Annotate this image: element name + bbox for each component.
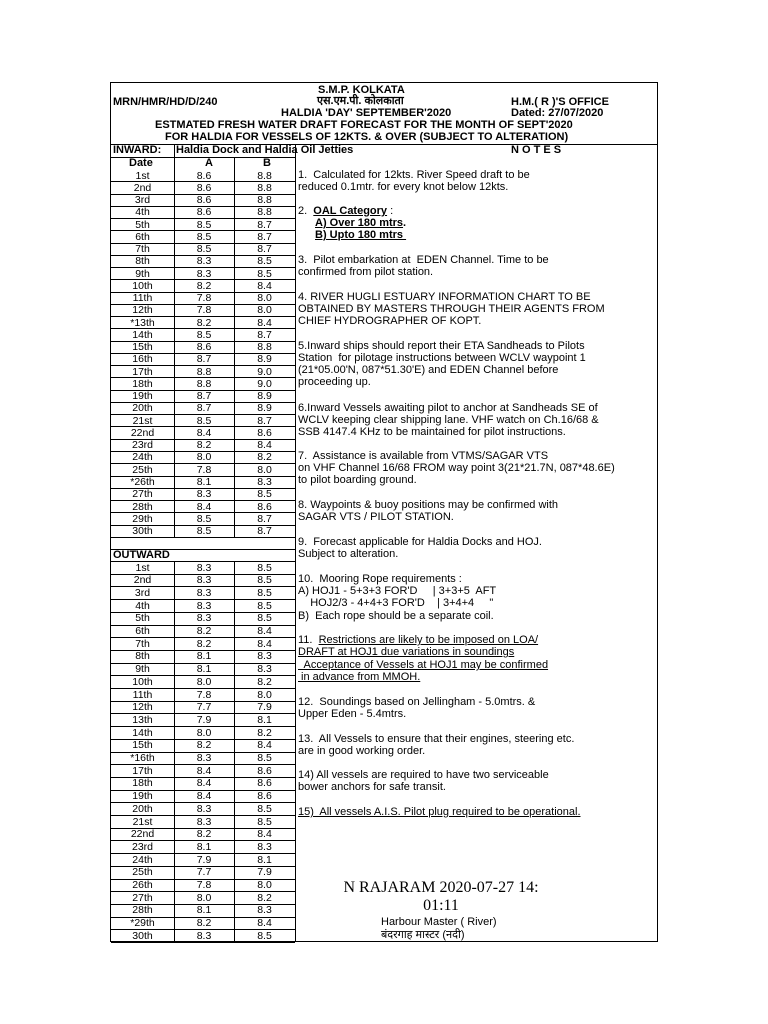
outward-date-cell: 2nd <box>133 574 152 587</box>
outward-a-cell: 8.0 <box>196 675 212 688</box>
outward-date-cell: 12th <box>132 701 153 714</box>
inward-a-cell: 8.3 <box>196 488 212 501</box>
inward-date-cell: 23rd <box>131 439 153 452</box>
outward-date-cell: 25th <box>132 866 153 879</box>
inward-b-cell: 8.7 <box>257 414 272 427</box>
note-7c: to pilot boarding ground. <box>298 474 417 486</box>
location-label: Haldia Dock and Haldia Oil Jetties <box>176 144 354 156</box>
outward-a-cell: 8.2 <box>196 917 212 930</box>
inward-date-cell: *13th <box>130 316 155 329</box>
outward-b-cell: 8.0 <box>257 879 272 891</box>
signature-title-hindi: बंदरगाह मास्टर (नदी) <box>381 929 465 941</box>
inward-a-cell: 7.8 <box>196 463 212 476</box>
outward-a-cell: 7.9 <box>196 713 212 726</box>
outward-date-cell: 5th <box>135 612 150 625</box>
inward-a-cell: 8.2 <box>196 279 212 292</box>
outward-date-cell: 14th <box>132 726 153 739</box>
inward-date-cell: 19th <box>132 390 153 403</box>
outward-date-cell: 28th <box>132 904 153 917</box>
inward-date-cell: 8th <box>135 255 150 268</box>
inward-b-cell: 8.8 <box>257 206 272 219</box>
outward-date-cell: 7th <box>135 637 150 650</box>
note-1b: reduced 0.1mtr. for every knot below 12kts. <box>298 181 509 193</box>
note-6b: WCLV keeping clear shipping lane. VHF watch on Ch.16/68 & <box>298 414 599 426</box>
note-5a: 5.Inward ships should report their ETA Sandheads to Pilots <box>298 340 585 352</box>
outward-b-cell: 8.6 <box>257 790 272 803</box>
outward-b-cell: 8.4 <box>257 625 272 637</box>
note-4a: 4. RIVER HUGLI ESTUARY INFORMATION CHART TO BE <box>298 291 591 303</box>
inward-a-cell: 8.5 <box>196 512 212 525</box>
inward-date-cell: 3rd <box>134 194 151 207</box>
forecast-sheet <box>110 82 658 942</box>
inward-label: INWARD: <box>113 144 162 156</box>
inward-a-cell: 8.5 <box>196 230 212 243</box>
outward-b-cell: 8.3 <box>257 904 272 917</box>
inward-date-cell: 6th <box>135 230 150 243</box>
org-name-hindi: एस.एम.पी. कोलकाता <box>317 95 404 107</box>
outward-b-cell: 8.6 <box>257 777 272 790</box>
inward-date-cell: 30th <box>132 525 153 538</box>
note-3b: confirmed from pilot station. <box>298 266 434 278</box>
outward-b-cell: 8.4 <box>257 917 272 930</box>
outward-date-cell: 8th <box>135 650 150 663</box>
inward-a-cell: 8.5 <box>196 218 212 231</box>
note-11b: DRAFT at HOJ1 due variations in soundings <box>298 646 515 658</box>
inward-b-cell: 8.8 <box>257 169 272 182</box>
outward-b-cell: 8.5 <box>257 561 272 574</box>
inward-a-cell: 8.5 <box>196 414 212 427</box>
note-15: 15) All vessels A.I.S. Pilot plug required to be operational. <box>298 806 581 818</box>
signature-line-1: N RAJARAM 2020-07-27 14: <box>343 879 539 896</box>
inward-a-cell: 8.7 <box>196 402 212 415</box>
inward-date-cell: 22nd <box>130 426 155 439</box>
outward-date-cell: 27th <box>132 891 153 904</box>
org-name: S.M.P. KOLKATA <box>318 84 405 96</box>
note-11d: in advance from MMOH. <box>298 671 421 683</box>
inward-date-cell: 20th <box>132 402 153 415</box>
outward-b-cell: 8.6 <box>257 764 272 777</box>
note-7b: on VHF Channel 16/68 FROM way point 3(21*21.7N, 087*48.6E) <box>298 462 615 474</box>
outward-date-cell: 18th <box>132 777 153 790</box>
note-4b: OBTAINED BY MASTERS THROUGH THEIR AGENTS FROM <box>298 303 605 315</box>
outward-b-cell: 8.4 <box>257 828 272 841</box>
inward-date-cell: 4th <box>135 206 150 219</box>
outward-b-cell: 8.3 <box>257 840 272 853</box>
outward-a-cell: 7.7 <box>196 701 212 714</box>
inward-b-cell: 8.0 <box>257 292 272 305</box>
outward-b-cell: 8.3 <box>257 663 272 676</box>
outward-a-cell: 8.3 <box>196 561 212 574</box>
inward-a-cell: 8.5 <box>196 525 212 538</box>
outward-date-cell: 30th <box>132 929 153 942</box>
inward-a-cell: 8.1 <box>196 476 212 488</box>
outward-date-cell: *29th <box>130 917 155 930</box>
inward-b-cell: 8.7 <box>257 218 272 231</box>
outward-a-cell: 8.3 <box>196 752 212 764</box>
note-13a: 13. All Vessels to ensure that their engines, steering etc. <box>298 733 575 745</box>
outward-date-cell: 10th <box>132 675 153 688</box>
outward-b-cell: 8.5 <box>257 929 272 942</box>
signature-title: Harbour Master ( River) <box>381 916 497 928</box>
outward-b-cell: 8.5 <box>257 574 272 587</box>
inward-a-cell: 7.8 <box>196 292 212 305</box>
outward-date-cell: 17th <box>132 764 153 777</box>
note-8a: 8. Waypoints & buoy positions may be confirmed with <box>298 499 559 511</box>
inward-date-cell: 24th <box>132 451 153 464</box>
note-10d: B) Each rope should be a separate coil. <box>298 610 494 622</box>
outward-a-cell: 8.4 <box>196 764 212 777</box>
outward-a-cell: 8.2 <box>196 625 212 637</box>
note-4c: CHIEF HYDROGRAPHER OF KOPT. <box>298 315 482 327</box>
note-13b: are in good working order. <box>298 745 426 757</box>
outward-a-cell: 8.2 <box>196 637 212 650</box>
inward-a-cell: 8.0 <box>196 451 212 464</box>
inward-a-cell: 8.3 <box>196 255 212 268</box>
note-6c: SSB 4147.4 KHz to be maintained for pilot instructions. <box>298 426 566 438</box>
outward-date-cell: 22nd <box>130 828 155 841</box>
note-1a: 1. Calculated for 12kts. River Speed draft to be <box>298 169 530 181</box>
document-date: Dated: 27/07/2020 <box>511 107 604 119</box>
outward-a-cell: 8.3 <box>196 599 212 612</box>
inward-date-cell: 11th <box>132 292 153 305</box>
note-9a: 9. Forecast applicable for Haldia Docks and HOJ. <box>298 536 542 548</box>
outward-date-cell: 3rd <box>134 586 151 599</box>
inward-date-cell: 2nd <box>133 181 152 194</box>
note-7a: 7. Assistance is available from VTMS/SAGAR VTS <box>298 450 549 462</box>
inward-b-cell: 8.5 <box>257 488 272 501</box>
outward-a-cell: 8.3 <box>196 929 212 942</box>
outward-b-cell: 8.4 <box>257 637 272 650</box>
inward-a-cell: 8.6 <box>196 341 212 354</box>
inward-b-cell: 8.8 <box>257 194 272 207</box>
office-name: H.M.( R )'S OFFICE <box>511 96 609 108</box>
inward-b-cell: 8.0 <box>257 463 272 476</box>
inward-date-cell: 12th <box>132 304 153 317</box>
inward-b-cell: 8.3 <box>257 476 272 488</box>
inward-a-cell: 7.8 <box>196 304 212 317</box>
outward-a-cell: 8.3 <box>196 574 212 587</box>
note-5d: proceeding up. <box>298 376 371 388</box>
outward-date-cell: 9th <box>135 663 150 676</box>
inward-b-cell: 8.7 <box>257 525 272 538</box>
inward-b-cell: 8.6 <box>257 426 272 439</box>
outward-a-cell: 8.1 <box>196 663 212 676</box>
outward-label: OUTWARD <box>113 549 170 561</box>
inward-date-cell: 10th <box>132 279 153 292</box>
inward-b-cell: 8.2 <box>257 451 272 464</box>
inward-date-cell: 18th <box>132 377 153 390</box>
outward-a-cell: 8.3 <box>196 612 212 625</box>
inward-b-cell: 8.5 <box>257 255 272 268</box>
outward-b-cell: 8.1 <box>257 853 272 866</box>
outward-date-cell: 24th <box>132 853 153 866</box>
outward-b-cell: 8.5 <box>257 802 272 815</box>
outward-a-cell: 7.9 <box>196 853 212 866</box>
inward-date-cell: 27th <box>132 488 153 501</box>
subtitle-line-1: ESTMATED FRESH WATER DRAFT FORECAST FOR THE MONTH OF SEPT'2020 <box>155 119 573 131</box>
inward-b-cell: 9.0 <box>257 365 272 378</box>
inward-b-cell: 8.9 <box>257 390 272 403</box>
note-2a: A) Over 180 mtrs. <box>315 217 407 229</box>
inward-a-cell: 8.5 <box>196 328 212 341</box>
inward-b-cell: 8.7 <box>257 243 272 256</box>
a-column-header: A <box>205 157 213 169</box>
outward-date-cell: 11th <box>132 688 153 701</box>
outward-a-cell: 8.4 <box>196 790 212 803</box>
outward-b-cell: 8.4 <box>257 739 272 752</box>
inward-date-cell: 15th <box>132 341 153 354</box>
inward-a-cell: 8.4 <box>196 426 212 439</box>
inward-date-cell: 7th <box>135 243 150 256</box>
outward-b-cell: 8.2 <box>257 675 272 688</box>
outward-date-cell: *16th <box>130 752 155 764</box>
outward-b-cell: 8.3 <box>257 650 272 663</box>
outward-a-cell: 8.2 <box>196 828 212 841</box>
outward-b-cell: 8.5 <box>257 586 272 599</box>
inward-a-cell: 8.7 <box>196 390 212 403</box>
inward-b-cell: 8.7 <box>257 230 272 243</box>
outward-date-cell: 15th <box>132 739 153 752</box>
inward-date-cell: 16th <box>132 353 153 366</box>
inward-b-cell: 9.0 <box>257 377 272 390</box>
inward-a-cell: 8.6 <box>196 169 212 182</box>
inward-date-cell: 21st <box>132 414 153 427</box>
outward-b-cell: 8.2 <box>257 726 272 739</box>
inward-a-cell: 8.6 <box>196 194 212 207</box>
outward-a-cell: 8.1 <box>196 650 212 663</box>
outward-date-cell: 20th <box>132 802 153 815</box>
outward-a-cell: 8.4 <box>196 777 212 790</box>
inward-a-cell: 8.6 <box>196 181 212 194</box>
inward-a-cell: 8.2 <box>196 316 212 329</box>
outward-a-cell: 8.0 <box>196 726 212 739</box>
inward-b-cell: 8.8 <box>257 341 272 354</box>
date-column-header: Date <box>129 157 153 169</box>
outward-a-cell: 7.8 <box>196 688 212 701</box>
note-5c: (21*05.00'N, 087*51.30'E) and EDEN Channel before <box>298 364 559 376</box>
note-14b: bower anchors for safe transit. <box>298 781 446 793</box>
inward-a-cell: 8.5 <box>196 243 212 256</box>
outward-a-cell: 8.3 <box>196 815 212 828</box>
outward-a-cell: 8.1 <box>196 840 212 853</box>
inward-b-cell: 8.7 <box>257 328 272 341</box>
outward-date-cell: 4th <box>135 599 150 612</box>
inward-b-cell: 8.9 <box>257 402 272 415</box>
note-11c: Acceptance of Vessels at HOJ1 may be confirmed <box>298 659 549 671</box>
inward-date-cell: 25th <box>132 463 153 476</box>
outward-date-cell: 21st <box>132 815 153 828</box>
outward-a-cell: 8.3 <box>196 802 212 815</box>
inward-a-cell: 8.6 <box>196 206 212 219</box>
inward-a-cell: 8.8 <box>196 377 212 390</box>
note-12a: 12. Soundings based on Jellingham - 5.0mtrs. & <box>298 696 536 708</box>
inward-b-cell: 8.9 <box>257 353 272 366</box>
outward-a-cell: 8.1 <box>196 904 212 917</box>
inward-a-cell: 8.3 <box>196 267 212 280</box>
inward-date-cell: 14th <box>132 328 153 341</box>
outward-b-cell: 8.5 <box>257 599 272 612</box>
reference-number: MRN/HMR/HD/D/240 <box>113 96 218 108</box>
subtitle-line-2: FOR HALDIA FOR VESSELS OF 12KTS. & OVER (SUBJECT TO ALTERATION) <box>165 131 569 143</box>
outward-a-cell: 8.0 <box>196 891 212 904</box>
inward-b-cell: 8.4 <box>257 279 272 292</box>
inward-date-cell: *26th <box>130 476 155 488</box>
inward-date-cell: 5th <box>135 218 150 231</box>
inward-a-cell: 8.7 <box>196 353 212 366</box>
inward-b-cell: 8.4 <box>257 316 272 329</box>
note-9b: Subject to alteration. <box>298 548 399 560</box>
outward-b-cell: 8.5 <box>257 815 272 828</box>
inward-b-cell: 8.4 <box>257 439 272 452</box>
note-11a: 11. Restrictions are likely to be imposed on LOA/ <box>298 634 539 646</box>
inward-date-cell: 29th <box>132 512 153 525</box>
outward-a-cell: 7.8 <box>196 879 212 891</box>
note-14a: 14) All vessels are required to have two serviceable <box>298 769 549 781</box>
outward-b-cell: 8.2 <box>257 891 272 904</box>
document-title: HALDIA 'DAY' SEPTEMBER'2020 <box>281 107 452 119</box>
outward-date-cell: 19th <box>132 790 153 803</box>
note-3a: 3. Pilot embarkation at EDEN Channel. Time to be <box>298 254 549 266</box>
inward-b-cell: 8.5 <box>257 267 272 280</box>
inward-a-cell: 8.4 <box>196 500 212 513</box>
inward-b-cell: 8.6 <box>257 500 272 513</box>
note-12b: Upper Eden - 5.4mtrs. <box>298 708 407 720</box>
note-2b: B) Upto 180 mtrs <box>315 229 407 241</box>
inward-b-cell: 8.8 <box>257 181 272 194</box>
signature-line-2: 01:11 <box>423 897 459 914</box>
note-8b: SAGAR VTS / PILOT STATION. <box>298 511 454 523</box>
outward-a-cell: 8.3 <box>196 586 212 599</box>
outward-date-cell: 6th <box>135 625 150 637</box>
note-10c: HOJ2/3 - 4+4+3 FOR'D | 3+4+4 " <box>298 597 494 609</box>
outward-b-cell: 8.1 <box>257 713 272 726</box>
outward-b-cell: 7.9 <box>257 701 272 714</box>
note-10a: 10. Mooring Rope requirements : <box>298 573 462 585</box>
outward-date-cell: 23rd <box>131 840 153 853</box>
note-6a: 6.Inward Vessels awaiting pilot to anchor at Sandheads SE of <box>298 402 598 414</box>
note-10b: A) HOJ1 - 5+3+3 FOR'D | 3+3+5 AFT <box>298 585 497 597</box>
inward-b-cell: 8.7 <box>257 512 272 525</box>
inward-date-cell: 17th <box>132 365 153 378</box>
outward-date-cell: 13th <box>132 713 153 726</box>
outward-b-cell: 7.9 <box>257 866 272 879</box>
outward-b-cell: 8.5 <box>257 752 272 764</box>
outward-date-cell: 1st <box>135 561 150 574</box>
outward-b-cell: 8.0 <box>257 688 272 701</box>
note-2: 2. OAL Category : <box>298 205 394 217</box>
note-5b: Station for pilotage instructions between WCLV waypoint 1 <box>298 352 586 364</box>
inward-a-cell: 8.8 <box>196 365 212 378</box>
inward-a-cell: 8.2 <box>196 439 212 452</box>
outward-b-cell: 8.5 <box>257 612 272 625</box>
outward-a-cell: 7.7 <box>196 866 212 879</box>
inward-b-cell: 8.0 <box>257 304 272 317</box>
b-column-header: B <box>263 157 271 169</box>
notes-title: N O T E S <box>511 144 562 156</box>
inward-date-cell: 1st <box>135 169 150 182</box>
outward-date-cell: 26th <box>132 879 153 891</box>
outward-a-cell: 8.2 <box>196 739 212 752</box>
inward-date-cell: 9th <box>135 267 150 280</box>
inward-date-cell: 28th <box>132 500 153 513</box>
